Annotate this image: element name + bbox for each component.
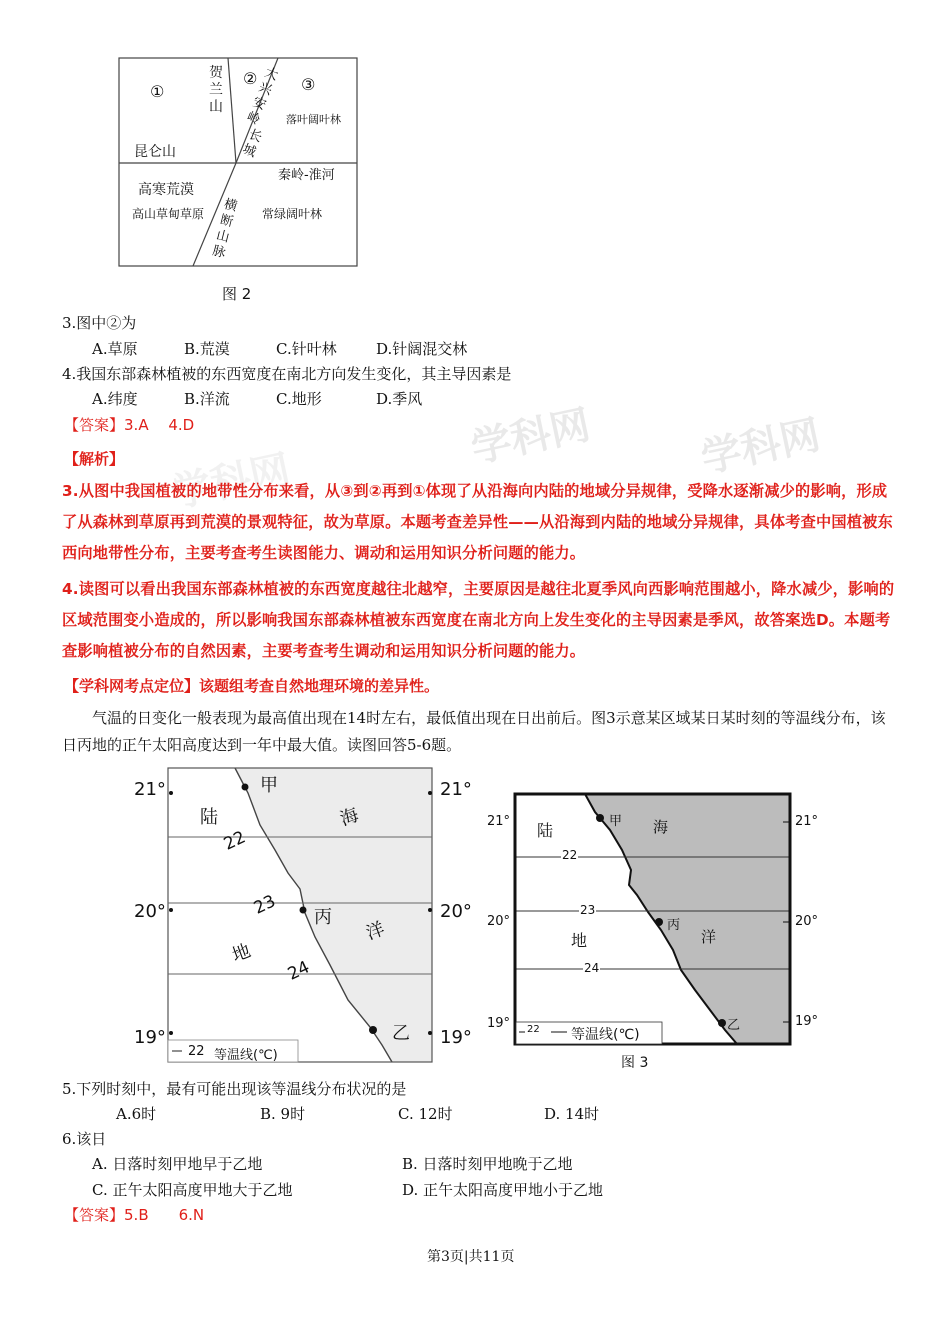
legend-text: 等温线(℃) xyxy=(214,1048,278,1063)
region-3-label: ③ xyxy=(301,75,316,94)
alpine-meadow-label: 高山草甸草原 xyxy=(132,207,205,221)
figure-2-map xyxy=(118,57,358,267)
q4-option-a: A.纬度 xyxy=(92,390,138,408)
answer-3-4 xyxy=(64,415,194,435)
figure-3-right-map xyxy=(485,790,830,1080)
r-latitude-19-right: 19° xyxy=(795,1014,819,1029)
latitude-19-left: 19° xyxy=(134,1027,166,1048)
question-intro: 气温的日变化一般表现为最高值出现在14时左右，最低值出现在日出前后。图3示意某区域某日某时刻的等温线分布，该日丙地的正午太阳高度达到一年中最大值。读图回答5-6题。 xyxy=(62,709,886,754)
question-6-stem: 6.该日 xyxy=(62,1130,107,1148)
question-3-stem: 3.图中②为 xyxy=(62,314,137,332)
sea-label-2: 洋 xyxy=(363,918,388,945)
kaodian-text: 该题组考查自然地理环境的差异性。 xyxy=(199,677,440,695)
r-land-label-1: 陆 xyxy=(537,821,554,840)
figure-3-caption: 图 3 xyxy=(621,1055,649,1071)
r-land-label-2: 地 xyxy=(571,931,588,950)
q3-option-a: A.草原 xyxy=(92,340,138,358)
latitude-20-right: 20° xyxy=(440,901,472,922)
q5-option-d: D. 14时 xyxy=(544,1105,600,1123)
r-latitude-20-left: 20° xyxy=(487,914,511,929)
figure-3-left-map xyxy=(130,765,480,1065)
sea-label-1: 海 xyxy=(337,804,362,831)
q5-option-a: A.6时 xyxy=(116,1105,157,1123)
q3-option-c: C.针叶林 xyxy=(276,340,337,358)
r-sea-label-1: 海 xyxy=(653,818,669,836)
kaodian-tag: 【学科网考点定位】 xyxy=(64,677,200,695)
legend-number: 22 xyxy=(188,1044,205,1059)
r-latitude-21-left: 21° xyxy=(487,814,511,829)
q6-option-c: C. 正午太阳高度甲地大于乙地 xyxy=(92,1181,293,1199)
watermark: 学科网 xyxy=(467,401,595,472)
r-legend-text: 等温线(℃) xyxy=(571,1027,640,1043)
answer-tag: 【答案】 xyxy=(64,1206,125,1224)
evergreen-forest-label: 常绿阔叶林 xyxy=(262,207,323,221)
question-4-stem: 4.我国东部森林植被的东西宽度在南北方向发生变化，其主导因素是 xyxy=(62,365,512,383)
daxinganling-label: 大兴安岭 xyxy=(244,65,281,129)
answer-text: 5.B 6.N xyxy=(124,1206,205,1224)
q4-option-d: D.季风 xyxy=(376,390,423,408)
answer-5-6 xyxy=(64,1205,204,1225)
isotherm-23-label: 23 xyxy=(250,891,279,919)
qinling-huaihe-label: 秦岭-淮河 xyxy=(278,168,335,183)
r-isotherm-24-label: 24 xyxy=(584,961,600,975)
region-1-label: ① xyxy=(150,82,165,101)
analysis-tag: 【解析】 xyxy=(64,450,125,468)
point-yi-label: 乙 xyxy=(392,1023,410,1044)
r-point-yi-label: 乙 xyxy=(727,1018,741,1033)
q3-option-d: D.针阔混交林 xyxy=(376,340,468,358)
kunlun-label: 昆仑山 xyxy=(134,144,176,160)
isotherm-24-label: 24 xyxy=(284,957,313,985)
r-legend-number: 22 xyxy=(527,1024,540,1035)
r-isotherm-23-label: 23 xyxy=(580,903,596,917)
land-label-2: 地 xyxy=(229,940,254,967)
r-isotherm-22-label: 22 xyxy=(562,848,578,862)
q6-option-a: A. 日落时刻甲地早于乙地 xyxy=(92,1155,263,1173)
deciduous-forest-label: 落叶阔叶林 xyxy=(286,113,341,126)
explanation-3: 3.从图中我国植被的地带性分布来看，从③到②再到①体现了从沿海向内陆的地域分异规律，受降水逐渐减少的影响，形成了从森林到草原再到荒漠的景观特征，故为草原。本题考查差异性——从沿海到内陆的地域分异规律，具体考查中国植被东西向地带性分布，主要考查考生读图能力、调动和运用知识分析问题的能力。 xyxy=(62,482,893,562)
q6-option-d: D. 正午太阳高度甲地小于乙地 xyxy=(402,1181,604,1199)
kaodian-line xyxy=(64,675,439,696)
figure-2-caption: 图 2 xyxy=(222,285,252,303)
r-latitude-19-left: 19° xyxy=(487,1016,511,1031)
explanation-4: 4.读图可以看出我国东部森林植被的东西宽度越往北越窄，主要原因是越往北夏季风向西影响范围越小，降水减少，影响的区域范围变小造成的，所以影响我国东部森林植被东西宽度在南北方向上发生变化的主导因素是季风，故答案选D。本题考查影响植被分布的自然因素，主要考查考生调动和运用知识分析问题的能力。 xyxy=(62,580,895,660)
r-sea-label-2: 洋 xyxy=(701,928,717,946)
q6-option-b: B. 日落时刻甲地晚于乙地 xyxy=(402,1155,573,1173)
latitude-20-left: 20° xyxy=(134,901,166,922)
hengduan-label: 横断山脉 xyxy=(210,197,239,262)
watermark: 学科网 xyxy=(697,411,825,482)
latitude-21-left: 21° xyxy=(134,779,166,800)
great-wall-label: 长城 xyxy=(240,127,265,161)
region-2-label: ② xyxy=(243,69,258,88)
latitude-19-right: 19° xyxy=(440,1027,472,1048)
q5-option-c: C. 12时 xyxy=(398,1105,453,1123)
helanshan-label: 贺兰山 xyxy=(209,65,223,115)
q4-option-c: C.地形 xyxy=(276,390,322,408)
r-point-jia-label: 甲 xyxy=(609,814,623,829)
land-label-1: 陆 xyxy=(200,807,218,828)
q4-option-b: B.洋流 xyxy=(184,390,230,408)
page-footer: 第3页|共11页 xyxy=(427,1249,515,1265)
watermark: 学科网 xyxy=(167,446,295,517)
answer-text: 3.A 4.D xyxy=(124,416,195,434)
latitude-21-right: 21° xyxy=(440,779,472,800)
cold-desert-label: 高寒荒漠 xyxy=(138,182,194,198)
question-5-stem: 5.下列时刻中，最有可能出现该等温线分布状况的是 xyxy=(62,1080,407,1098)
q3-option-b: B.荒漠 xyxy=(184,340,230,358)
r-point-bing-label: 丙 xyxy=(667,918,681,933)
answer-tag: 【答案】 xyxy=(64,416,125,434)
point-jia-label: 甲 xyxy=(260,775,278,796)
r-latitude-20-right: 20° xyxy=(795,914,819,929)
point-bing-label: 丙 xyxy=(314,907,332,928)
r-latitude-21-right: 21° xyxy=(795,814,819,829)
q5-option-b: B. 9时 xyxy=(260,1105,306,1123)
isotherm-22-label: 22 xyxy=(220,827,249,855)
